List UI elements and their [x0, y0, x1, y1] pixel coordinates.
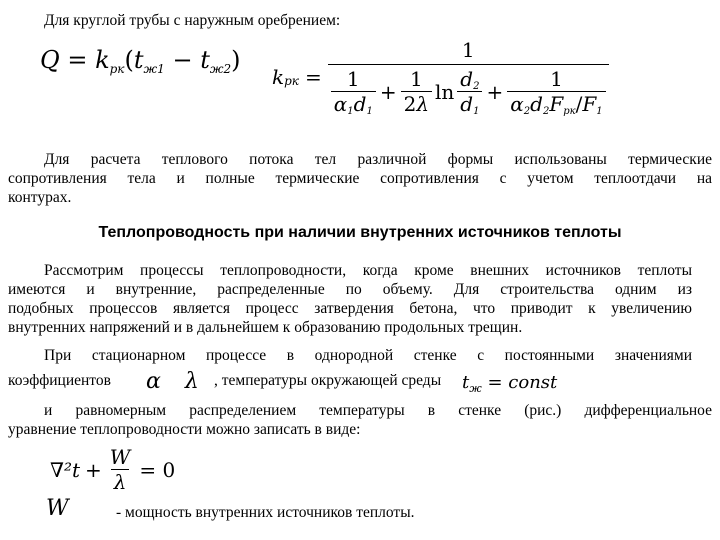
q-symbol: Q — [40, 46, 60, 74]
ambient-temperature-label: , температуры окружающей среды — [214, 372, 442, 389]
w-symbol: W — [46, 496, 69, 521]
paragraph3-continued: и равномерным распределением температуры в стенке (рис.) дифференциальное уравнение теплопроводности можно записать в виде: — [8, 402, 712, 438]
coefficients-label: коэффициентов — [8, 372, 111, 389]
heat-flow-formula: $Q = k_{рк}(t_{ж1} - t_{ж2})$ — [40, 46, 241, 76]
w-definition: - мощность внутренних источников теплоты. — [116, 504, 415, 521]
t-const-formula: $t_ж$ = const — [462, 372, 558, 395]
paragraph-internal-sources: Рассмотрим процессы теплопроводности, когда кроме внешних источников теплоты имеются и внутренние, распределенные по объему. Для строительства одним из подобных процессов является процесс затвердения бетона, что приводит к увеличению внутренних напряжений и в дальнейшем к образованию продольных трещин. — [8, 262, 692, 336]
k-rk-formula: k рк = 1 $\frac{1}{\alpha 1d1}$ + $\frac{1}{2\lambda}$ ln $\frac{d2}{d1}$ + $\frac{1}{\text{α2d2Fрк/F1}}$ — [272, 38, 609, 116]
alpha-lambda-symbols: α λ — [146, 369, 199, 394]
intro-line: Для круглой трубы с наружным оребрением: — [44, 12, 341, 29]
paragraph-thermal-resistance: Для расчета теплового потока тел различной формы использованы термические сопротивления тела и полные термические сопротивления с учетом теплоотдачи на контурах. — [8, 151, 712, 206]
k-symbol: k — [95, 46, 110, 74]
heat-equation: ∇²t + $\frac{W}{\lambda}$ = 0 — [50, 445, 176, 494]
section-heading: Теплопроводность при наличии внутренних источников теплоты — [98, 224, 622, 241]
k-rk-fraction: 1 $\frac{1}{\alpha 1d1}$ + $\frac{1}{2\lambda}$ ln $\frac{d2}{d1}$ + $\frac{1}{\text{α2d2Fрк/F1}}$ — [328, 38, 609, 116]
paragraph3-line1: При стационарном процессе в однородной стенке с постоянными значениями — [44, 347, 692, 364]
